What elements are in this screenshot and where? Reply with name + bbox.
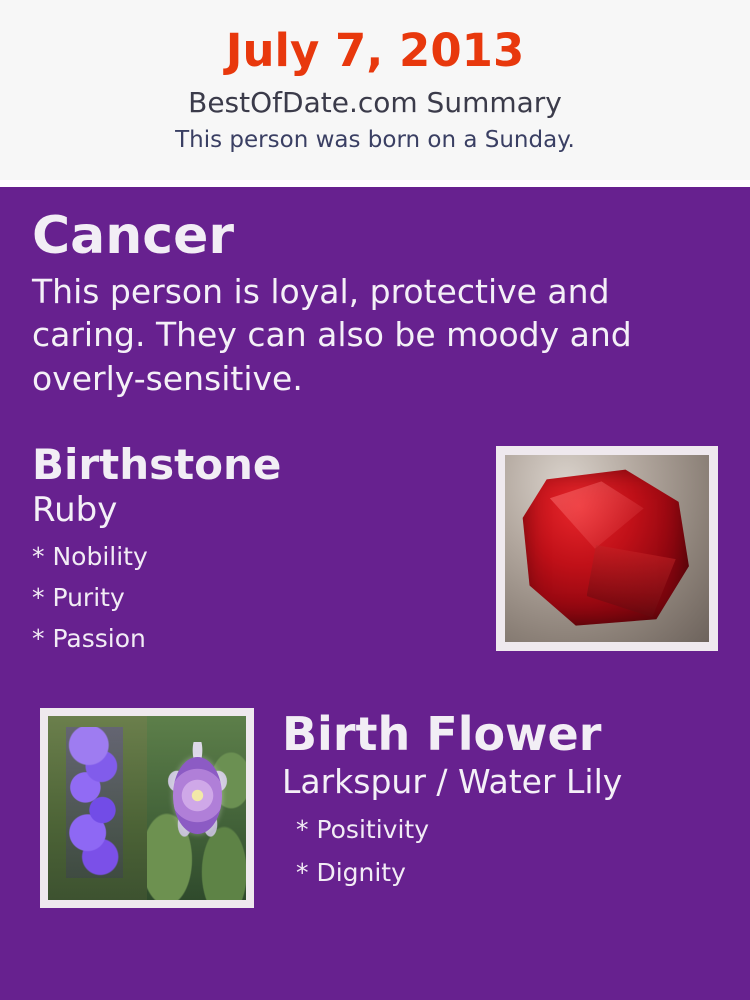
birth-flower-text [282,706,718,887]
birth-flower-section [32,706,718,921]
flower-photo-pair [48,716,246,900]
birthstone-text [32,442,462,653]
birthstone-trait: * Passion [32,624,146,654]
larkspur-photo [48,716,147,900]
birth-flower-name: Larkspur / Water Lily [282,761,623,801]
zodiac-sign-name: Cancer [32,206,235,266]
ruby-photo [505,455,709,642]
header [0,0,750,180]
larkspur-blooms [66,727,123,878]
header-divider [0,180,750,187]
birthstone-trait: * Nobility [32,542,148,572]
birth-flower-heading: Birth Flower [282,707,602,762]
birthstone-heading: Birthstone [32,440,282,490]
birth-flower-trait: * Dignity [296,857,406,887]
birthstone-image [496,446,718,651]
site-summary-label: BestOfDate.com Summary [188,86,562,120]
zodiac-description: This person is loyal, protective and caring. They can also be moody and overly-sensitive. [32,271,632,398]
water-lily-photo [147,716,246,900]
lily-bloom-center [173,757,223,834]
page-title: July 7, 2013 [225,24,525,77]
birthstone-trait: * Purity [32,583,125,613]
birth-flower-image [40,708,254,908]
birthstone-name: Ruby [32,490,118,531]
birthstone-section [32,442,718,672]
birth-flower-trait: * Positivity [296,814,429,844]
body-panel [0,187,750,1000]
born-day-text: This person was born on a Sunday. [175,127,575,154]
